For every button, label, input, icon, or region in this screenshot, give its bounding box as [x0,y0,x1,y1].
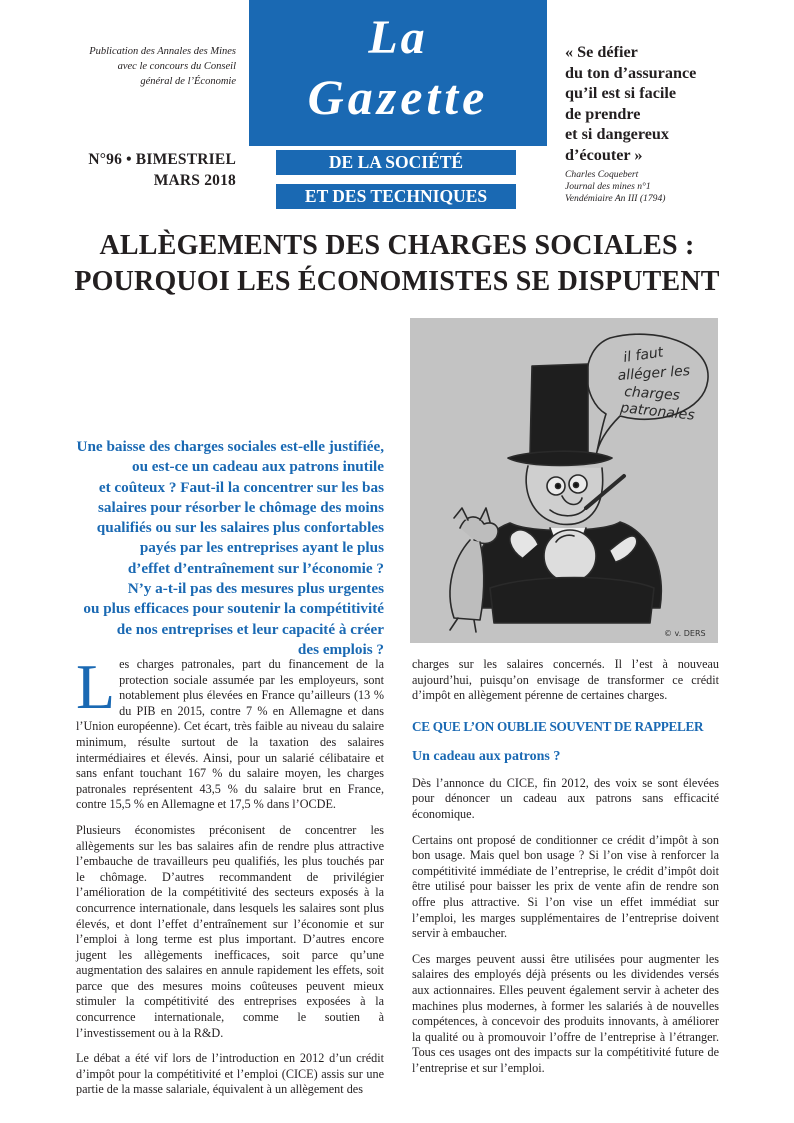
attribution-line: Charles Coquebert [565,169,639,180]
quote-line: d’écouter » [565,145,643,164]
attribution-line: Journal des mines n°1 [565,181,651,192]
issue-number: N°96 • BIMESTRIEL [88,151,236,168]
body-paragraph: Le débat a été vif lors de l’introduction en 2012 d’un crédit d’impôt pour la compétitivité et l’emploi (CICE) assis sur une partie de la masse salariale, équivalent à un allègement des [76,1051,384,1097]
publisher-line: général de l’Économie [140,76,236,87]
quote-line: qu’il est si facile [565,84,677,102]
lead-line: N’y a-t-il pas des mesures plus urgentes [127,580,384,598]
speech-line: patronales [619,400,696,424]
issue-date: MARS 2018 [153,172,236,189]
epigraph-quote [565,42,765,165]
subheading: Un cadeau aux patrons ? [412,748,561,764]
body-paragraph: Dès l’annonce du CICE, fin 2012, des voix se sont élevées pour dénoncer un cadeau aux patrons sans efficacité économique. [412,775,719,821]
issue-info [60,149,236,191]
lead-line: ou plus efficaces pour soutenir la compétitivité [83,600,384,618]
body-paragraph: Certains ont proposé de conditionner ce crédit d’impôt à son bon usage. Mais quel bon usage ? Si l’on vise à renforcer la compétitivité immédiate de l’entreprise, le crédit d’impôt doit être utilisé pour baisser les prix de vente afin de rendre son offre plus attractive. Si l’on vise un effet immédiat sur l’emploi, les marges supplémentaires de l’entreprise doivent servir à embaucher. [412,832,719,941]
quote-attribution [565,169,765,205]
body-paragraph: Ces marges peuvent aussi être utilisées pour augmenter les salaires des employés déjà présents ou les dividendes versés aux actionnaires. Elles peuvent également servir à acheter des machines plus modernes, à former les salariés à de nouvelles compétences, à concevoir des produits innovants, à améliorer la qualité ou à promouvoir l’offre de l’entreprise à l’étranger. Tous ces usages ont des impacts sur la compétitivité future de l’entreprise et sur l’emploi. [412,951,719,1075]
artist-signature: © v. DERS [664,629,706,638]
publisher-line: avec le concours du Conseil [117,61,236,72]
masthead-gazette: Gazette [307,69,489,125]
lead-line: payés par les entreprises ayant le plus [139,539,384,557]
masthead [249,0,547,146]
lead-line: de nos entreprises et leur capacité à créer [116,620,384,638]
cartoon-drawing [410,318,718,643]
masthead-la: La [368,11,428,64]
article-lead [60,437,384,660]
publisher-note [60,44,236,89]
speech-line: il faut [622,344,665,366]
article-title [40,228,754,300]
cartoon-illustration [410,318,718,643]
quote-line: « Se défier [565,43,638,61]
lead-line: d’effet d’entraînement sur l’économie ? [127,559,384,577]
title-line: POURQUOI LES ÉCONOMISTES SE DISPUTENT [74,266,720,297]
quote-line: et si dangereux [565,125,670,143]
speech-line: charges [623,384,681,404]
section-heading: CE QUE L’ON OUBLIE SOUVENT DE RAPPELER [412,718,704,734]
masthead-subtitle-2: ET DES TECHNIQUES [276,184,516,209]
body-column-2 [412,657,719,1086]
lead-line: salaires pour résorber le chômage des moins [97,498,384,516]
body-paragraph: Plusieurs économistes préconisent de concentrer les allègements sur les bas salaires afin de rendre plus attractive l’embauche de travailleurs peu qualifiés, les plus touchés par le chômage. D’autres recommandent de privilégier l’amélioration de la compétitivité des secteurs exposés à la concurrence internationale, dans lesquels les salaires sont plus élevés, et dont l’effet d’entraînement sur l’économie et sur l’emploi à long terme est plus important. D’autres encore jugent les allègements inefficaces, soit parce qu’une augmentation des salaires en annule rapidement les effets, soit parce que des mesures moins coûteuses peuvent mieux stimuler la compétitivité des entreprises exposées à la concurrence internationale, comme le soutien à l’investissement ou à la R&D. [76,822,384,1040]
publisher-line: Publication des Annales des Mines [89,46,236,57]
masthead-subtitle-1: DE LA SOCIÉTÉ [276,150,516,175]
quote-line: de prendre [565,104,641,123]
paragraph-text: es charges patronales, part du financement de la protection sociale assumée par les employeurs, sont notablement plus élevées en France qu’ailleurs (13 % du PIB en 2015, contre 7 % en Allemagne et dans l’Union européenne). Cet écart, très faible au niveau du salaire minimum, résulte surtout de la taxation des salaires intermédiaires et élevés. Ainsi, pour un salarié célibataire et sans enfant touchant 167 % du salaire moyen, les charges patronales représentent 43,5 % du salaire brut en France, contre 15,5 % en Allemagne et 17,5 % dans l’OCDE. [76,657,384,812]
lead-line: des emplois ? [297,640,384,658]
lead-line: et coûteux ? Faut-il la concentrer sur les bas [98,478,384,496]
body-paragraph: charges sur les salaires concernés. Il l’est à nouveau aujourd’hui, puisqu’on envisage de transformer ce crédit d’impôt en allègement pérenne de certaines charges. [412,657,719,703]
drop-cap: L [76,651,116,722]
quote-line: du ton d’assurance [565,63,697,82]
lead-line: qualifiés ou sur les salaires plus confortables [96,519,384,537]
lead-line: Une baisse des charges sociales est-elle justifiée, [76,438,384,455]
body-paragraph [76,651,384,813]
title-line: ALLÈGEMENTS DES CHARGES SOCIALES : [99,230,695,261]
lead-line: ou est-ce un cadeau aux patrons inutile [131,458,384,476]
speech-line: alléger les [617,362,691,384]
body-column-1 [76,651,384,1108]
attribution-line: Vendémiaire An III (1794) [565,193,666,204]
